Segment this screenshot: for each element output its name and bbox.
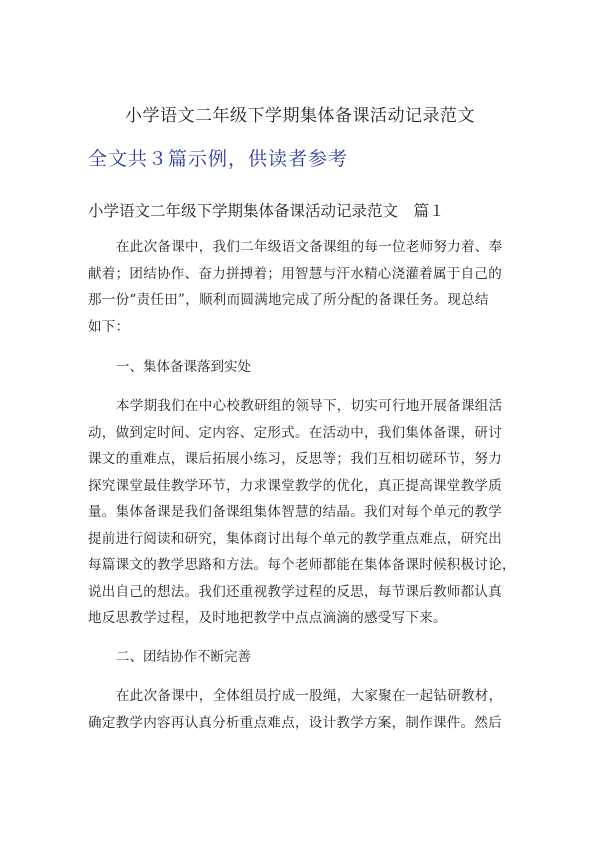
text-line: 量。集体备课是我们备课组集体智慧的结晶。我们对每个单元的教学 [88, 504, 502, 520]
text-line: 本学期我们在中心校教研组的领导下，切实可行地开展备课组活 [116, 398, 503, 414]
paragraph-intro [88, 234, 518, 340]
document-title: 小学语文二年级下学期集体备课活动记录范文 [125, 106, 475, 126]
paragraph-2 [88, 393, 518, 632]
text-line: 动，做到定时间、定内容、定形式。在活动中，我们集体备课，研讨 [88, 424, 502, 441]
text-line: 在此次备课中，我们二年级语文备课组的每一位老师努力着、奉 [116, 239, 503, 255]
text-line: 提前进行阅读和研究，集体商讨出每个单元的教学重点难点，研究出 [88, 530, 502, 547]
text-line: 说出自己的想法。我们还重视教学过程的反思，每节课后教师都认真 [88, 583, 502, 600]
text-line: 地反思教学过程，及时地把教学中点点滴滴的感受写下来。 [88, 610, 447, 626]
text-line: 在此次备课中，全体组员拧成一股绳，大家聚在一起钻研教材， [116, 688, 503, 704]
paragraph-3 [88, 683, 518, 736]
text-line: 探究课堂最佳教学环节，力求课堂教学的优化，真正提高课堂教学质 [88, 477, 502, 494]
text-line: 课文的重难点，课后拓展小练习，反思等；我们互相切磋环节，努力 [88, 451, 502, 467]
text-line: 如下： [88, 318, 130, 335]
document-subtitle: 全文共３篇示例，供读者参考 [88, 148, 349, 170]
section-title: 小学语文二年级下学期集体备课活动记录范文 篇１ [88, 202, 445, 220]
text-line: 献着；团结协作、奋力拼搏着；用智慧与汗水精心浇灌着属于自己的 [88, 265, 502, 282]
heading-1: 一、集体备课落到实处 [116, 359, 251, 375]
text-line: 确定教学内容再认真分析重点难点，设计教学方案，制作课件。然后 [88, 714, 502, 731]
text-line: 每篇课文的教学思路和方法。每个老师都能在集体备课时候积极讨论， [88, 557, 516, 573]
text-line: 那一份“责任田”，顺利而圆满地完成了所分配的备课任务。现总结 [88, 292, 489, 308]
heading-2: 二、团结协作不断完善 [116, 649, 251, 665]
